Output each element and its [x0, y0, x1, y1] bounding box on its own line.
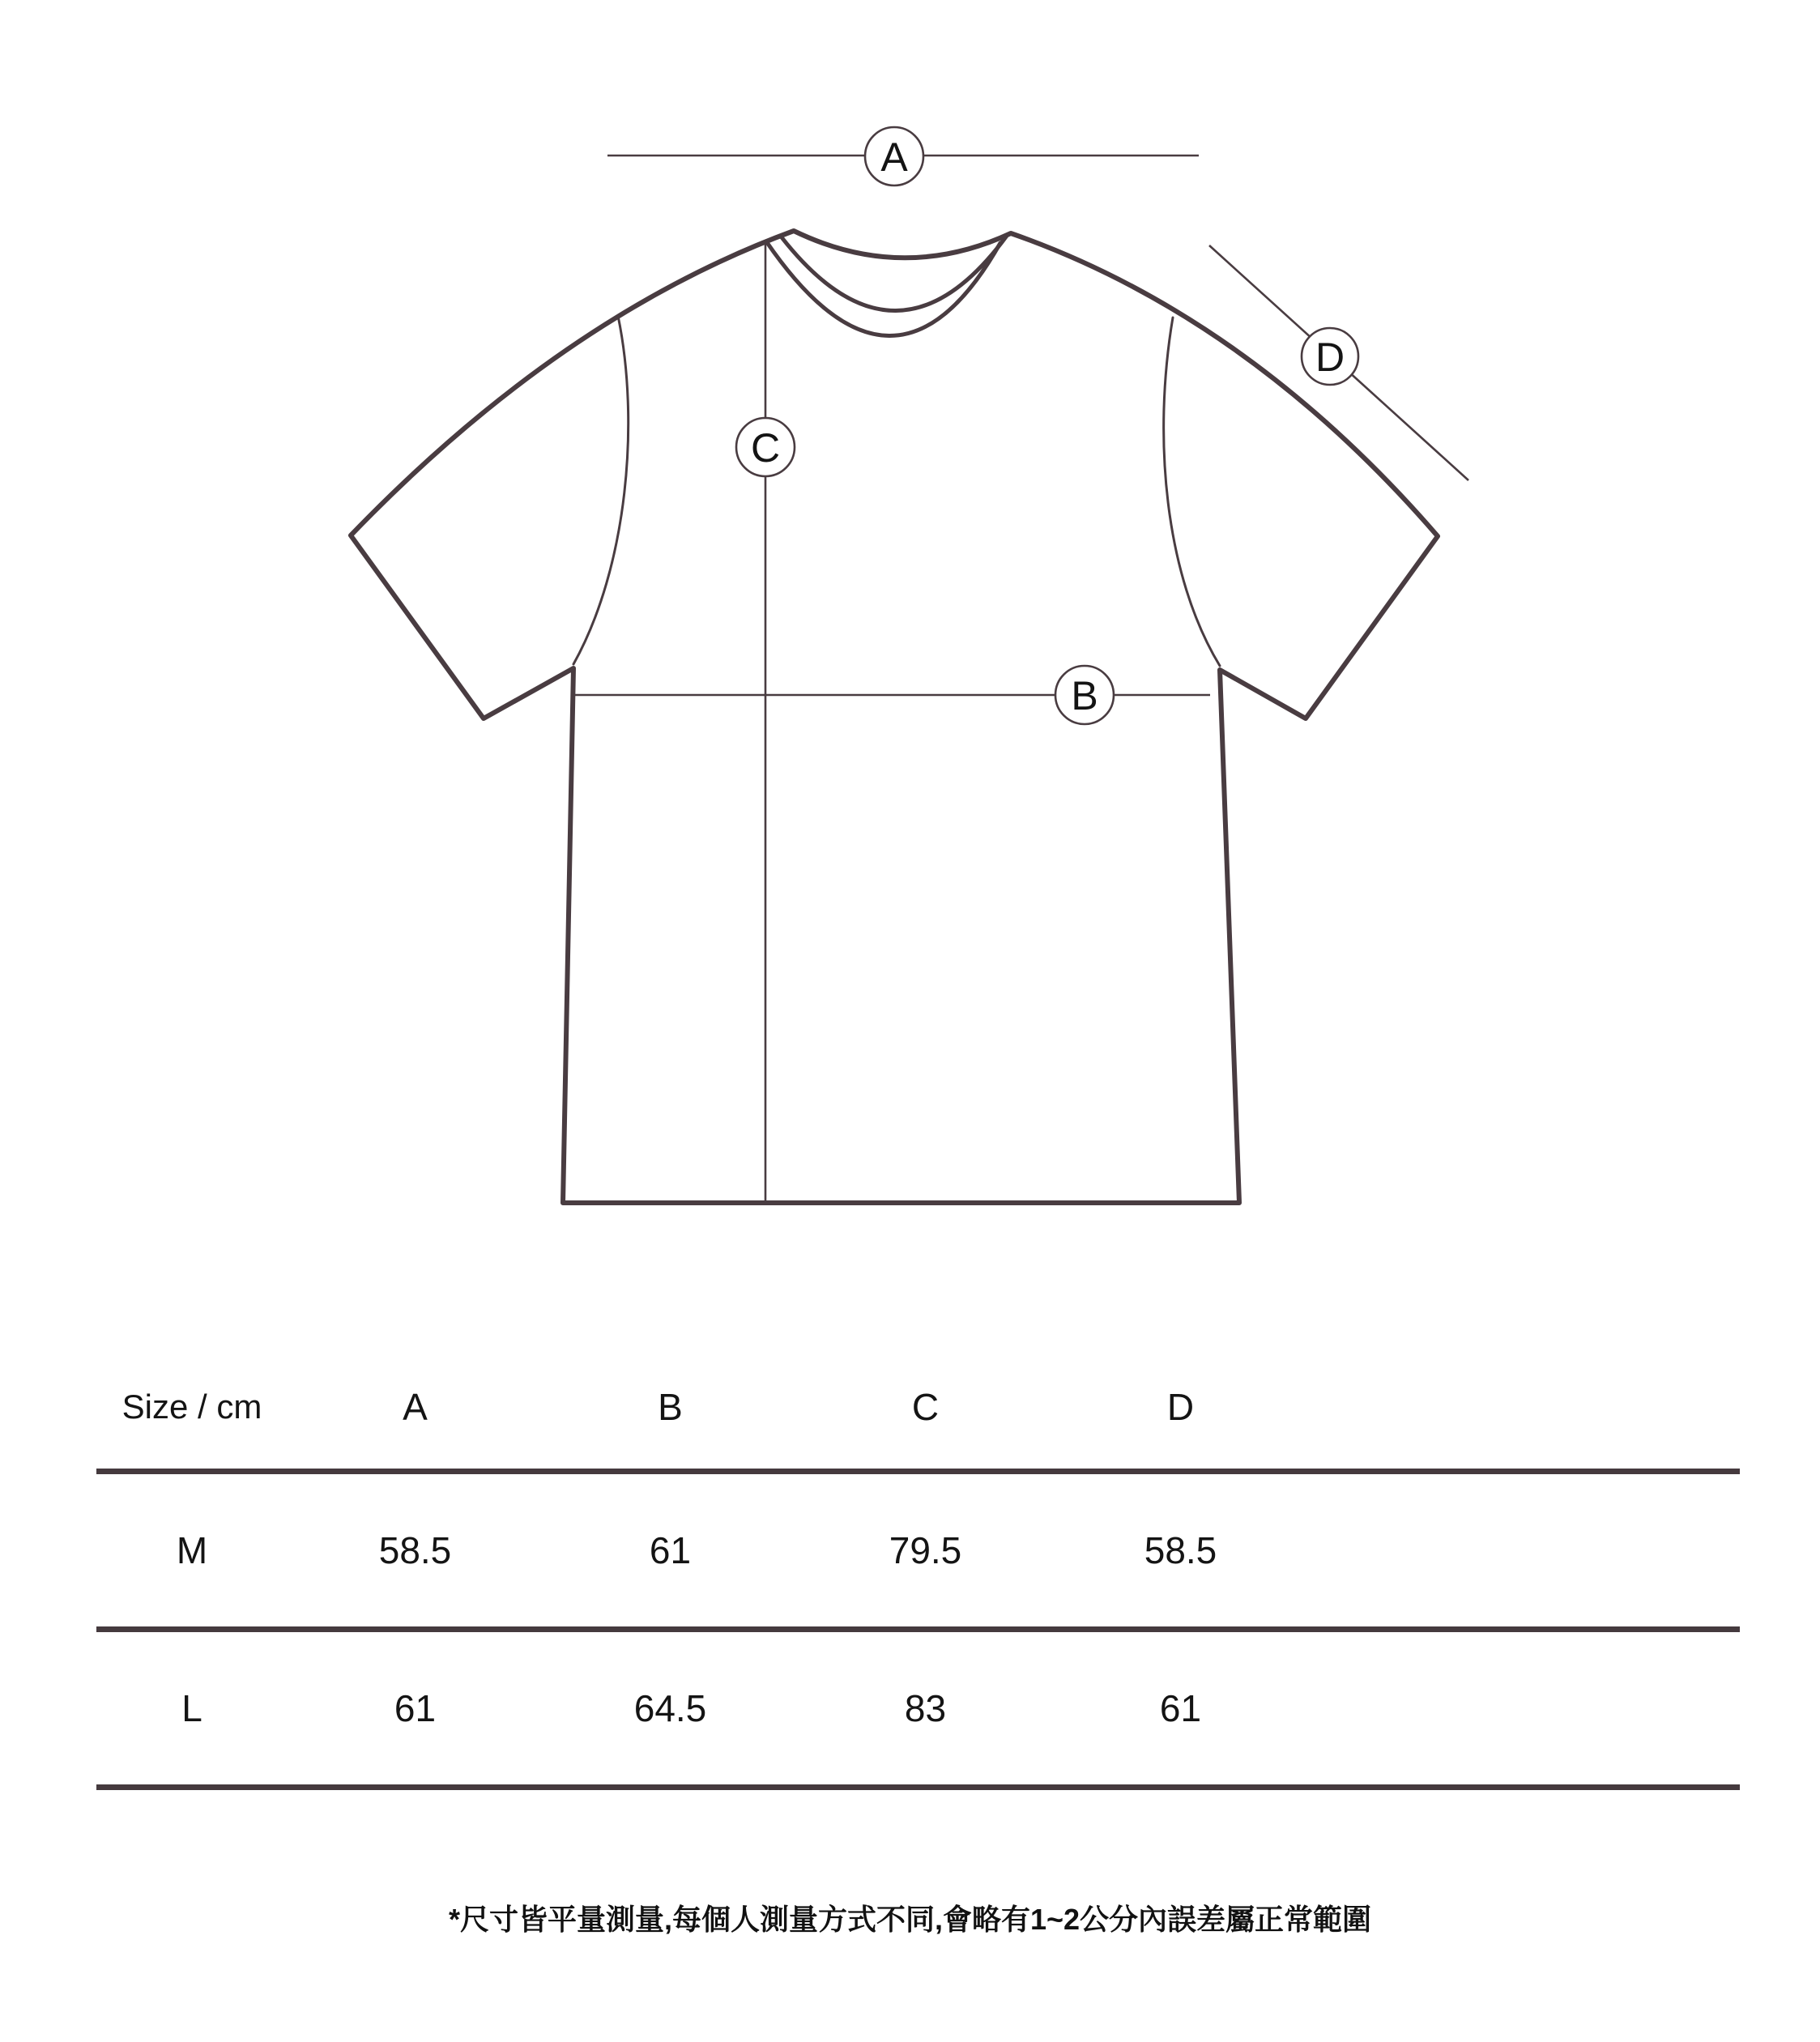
right-armhole-seam — [1164, 318, 1220, 666]
size-cell: L — [181, 1687, 202, 1729]
table-rule-middle — [96, 1626, 1740, 1632]
measure-label-d: D — [1315, 335, 1345, 380]
table-rule-bottom — [96, 1784, 1740, 1790]
size-cell: M — [176, 1529, 208, 1571]
size-table — [96, 1345, 1740, 1790]
value-cell-b: 64.5 — [633, 1687, 707, 1729]
measure-label-a: A — [880, 134, 908, 180]
header-cell-c: C — [911, 1385, 940, 1428]
left-armhole-seam — [573, 316, 629, 664]
table-row-size-m — [96, 1474, 1740, 1626]
measure-label-b: B — [1071, 673, 1098, 718]
measurement-disclaimer-note: *尺寸皆平量測量,每個人測量方式不同,會略有1~2公分內誤差屬正常範圍 — [448, 1903, 1372, 1936]
value-cell-d: 61 — [1159, 1687, 1202, 1729]
measure-label-c: C — [750, 425, 781, 471]
value-cell-c: 79.5 — [889, 1529, 962, 1571]
header-cell-b: B — [658, 1385, 683, 1428]
value-cell-a: 58.5 — [378, 1529, 452, 1571]
size-table-header-row — [96, 1345, 1740, 1469]
value-cell-a: 61 — [394, 1687, 437, 1729]
value-cell-c: 83 — [904, 1687, 947, 1729]
table-row-size-l — [96, 1632, 1740, 1784]
header-cell-a: A — [403, 1385, 428, 1428]
table-rule-top — [96, 1469, 1740, 1474]
header-cell-size-cm: Size / cm — [121, 1387, 262, 1426]
value-cell-d: 58.5 — [1144, 1529, 1217, 1571]
header-cell-d: D — [1166, 1385, 1195, 1428]
value-cell-b: 61 — [649, 1529, 692, 1571]
tshirt-outline — [351, 231, 1438, 1203]
